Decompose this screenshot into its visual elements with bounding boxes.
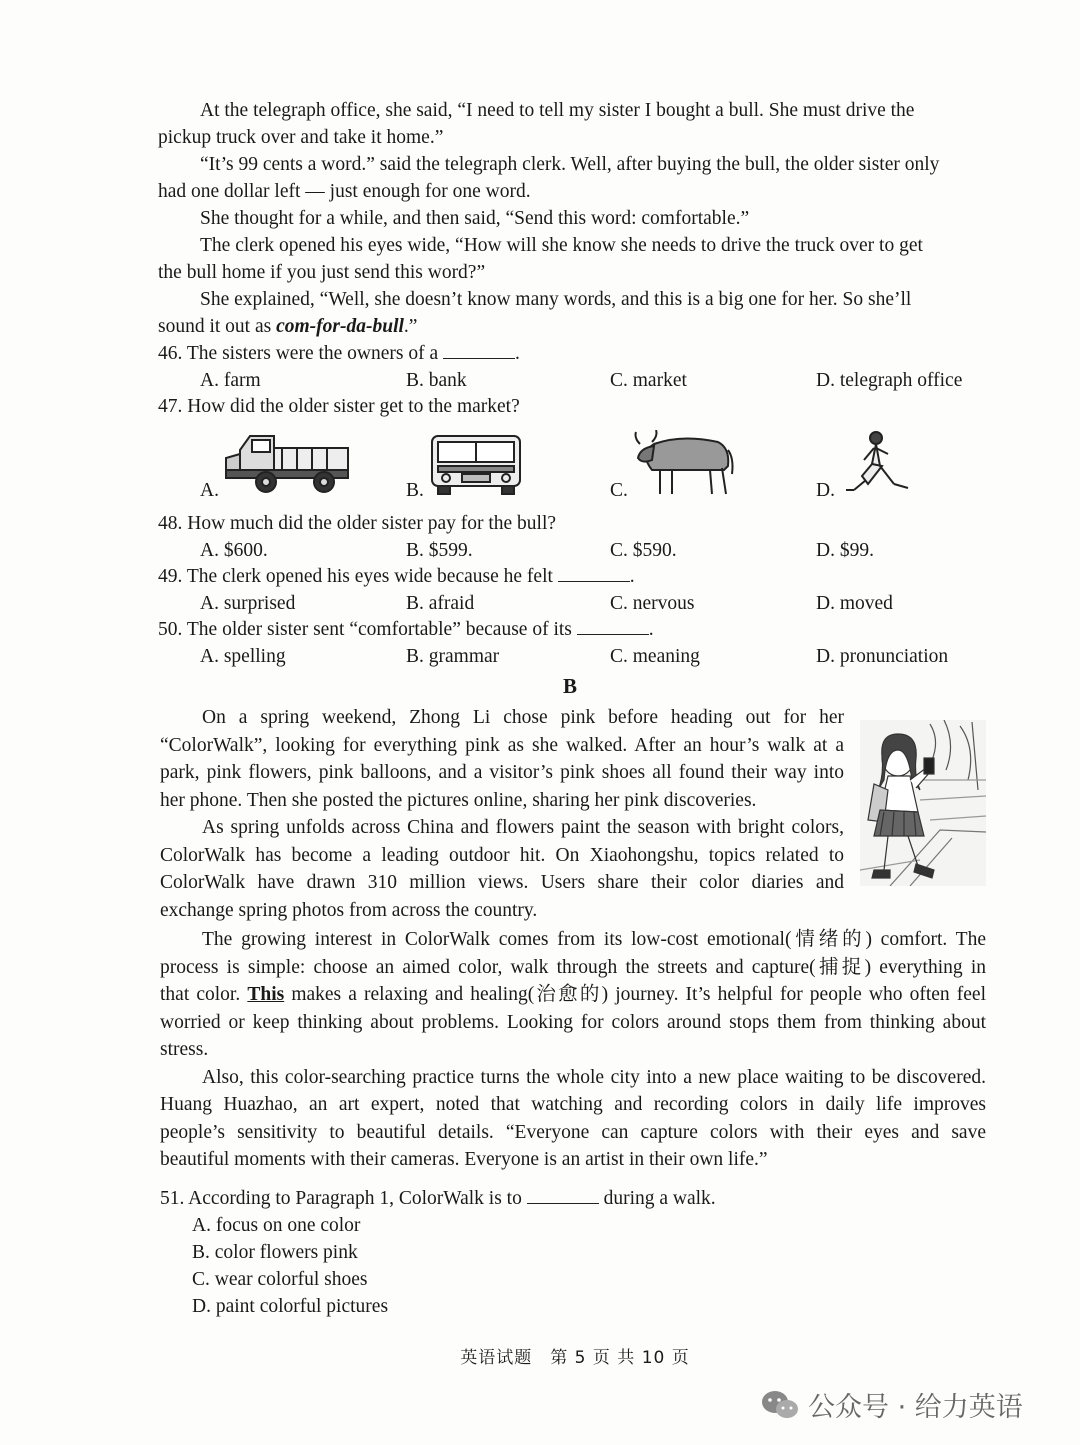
question-text: .: [515, 343, 520, 364]
option-50-d[interactable]: D. pronunciation: [816, 646, 949, 667]
option-49-c[interactable]: C. nervous: [610, 593, 695, 614]
question-text: 50. The older sister sent “comfortable” because of its: [158, 619, 577, 640]
question-text: 51. According to Paragraph 1, ColorWalk is to: [160, 1188, 527, 1209]
option-47-b[interactable]: B.: [406, 480, 424, 501]
bull-icon: [632, 430, 736, 498]
option-49-a[interactable]: A. surprised: [200, 593, 296, 614]
option-51-b[interactable]: B. color flowers pink: [192, 1242, 358, 1263]
watermark: [760, 1385, 1023, 1424]
passage-a-line: [158, 313, 417, 340]
walking-person-icon: [842, 430, 916, 498]
option-48-b[interactable]: B. $599.: [406, 540, 473, 561]
passage-a-line: [158, 151, 939, 178]
question-49-stem: [158, 563, 635, 590]
question-text: .: [648, 619, 654, 640]
passage-text: Also, this color-searching practice turns the whole city into a new place waiting to be discovered.: [202, 1066, 986, 1088]
option-46-c[interactable]: C. market: [610, 370, 687, 391]
passage-text: At the telegraph office, she said, “I need to tell my sister I bought a bull. She must drive the: [200, 100, 915, 121]
passage-text: “It’s 99 cents a word.” said the telegraph clerk. Well, after buying the bull, the older sister only: [200, 154, 940, 175]
question-48-stem: 48. How much did the older sister pay for the bull?: [158, 513, 557, 534]
option-46-d[interactable]: D. telegraph office: [816, 370, 963, 391]
passage-text: the bull home if you just send this word?”: [158, 262, 486, 283]
option-51-a[interactable]: A. focus on one color: [192, 1215, 361, 1236]
wechat-icon: [760, 1388, 800, 1422]
passage-text: [160, 981, 986, 1009]
passage-a-line: [158, 178, 531, 205]
watermark-text: 公众号 · 给力英语: [808, 1392, 1023, 1423]
passage-text: her phone. Then she posted the pictures online, sharing her pink discoveries.: [160, 789, 757, 811]
answer-blank[interactable]: [527, 1185, 599, 1204]
option-48-a[interactable]: A. $600.: [200, 540, 268, 561]
question-text: 46. The sisters were the owners of a: [158, 343, 444, 364]
option-48-c[interactable]: C. $590.: [610, 540, 677, 561]
emphasized-word: com-for-da-bull: [276, 316, 404, 337]
option-46-a[interactable]: A. farm: [200, 370, 261, 391]
passage-text: “ColorWalk”, looking for everything pink as she walked. After an hour’s walk at a: [160, 734, 844, 756]
passage-text: Huang Huazhao, an art expert, noted that watching and recording colors in daily life improves: [160, 1094, 986, 1115]
option-46-b[interactable]: B. bank: [406, 370, 467, 391]
passage-text: pickup truck over and take it home.”: [158, 127, 444, 148]
question-text: 49. The clerk opened his eyes wide because he felt: [158, 566, 558, 587]
passage-text: ColorWalk have drawn 310 million views. Users share their color diaries and: [160, 872, 844, 893]
option-49-b[interactable]: B. afraid: [406, 593, 475, 614]
passage-text: The growing interest in ColorWalk comes from its low-cost emotional(情绪的) comfort. The: [202, 929, 986, 950]
option-51-d[interactable]: D. paint colorful pictures: [192, 1296, 389, 1317]
passage-a-line: [158, 259, 485, 286]
passage-text: As spring unfolds across China and flowers paint the season with bright colors,: [202, 817, 844, 838]
passage-text: She explained, “Well, she doesn’t know many words, and this is a big one for her. So she’ll: [200, 289, 912, 310]
truck-icon: [222, 428, 352, 494]
question-text: during a walk.: [598, 1188, 716, 1209]
passage-text: people’s sensitivity to beautiful details. “Everyone can capture colors with their eyes and save: [160, 1121, 986, 1143]
passage-b-paragraph-1: [160, 704, 844, 924]
option-49-d[interactable]: D. moved: [816, 593, 893, 614]
passage-text: sound it out as: [158, 316, 277, 337]
option-50-b[interactable]: B. grammar: [406, 646, 500, 667]
option-48-d[interactable]: D. $99.: [816, 540, 874, 561]
passage-a-line: [158, 97, 980, 124]
passage-text: worried or keep thinking about problems. Looking for colors around stops them from thinking about: [160, 1011, 986, 1033]
passage-text: The clerk opened his eyes wide, “How will she know she needs to drive the truck over to get: [200, 235, 923, 256]
section-b-title: B: [562, 674, 577, 698]
option-51-c[interactable]: C. wear colorful shoes: [192, 1269, 368, 1290]
answer-blank[interactable]: [443, 340, 515, 359]
answer-blank[interactable]: [558, 563, 630, 582]
page-footer: 英语试题 第 5 页 共 10 页: [460, 1348, 690, 1368]
question-51-stem: [160, 1185, 716, 1212]
passage-text: that color.: [160, 984, 248, 1005]
passage-text: stress.: [160, 1039, 209, 1060]
girl-with-phone-illustration: [860, 720, 986, 886]
option-50-a[interactable]: A. spelling: [200, 646, 286, 667]
passage-a-line: [158, 232, 923, 259]
passage-text: beautiful moments with their cameras. Everyone is an artist in their own life.”: [160, 1149, 768, 1170]
passage-text: .”: [403, 316, 418, 337]
question-text: .: [629, 566, 635, 587]
passage-text: had one dollar left — just enough for one word.: [158, 181, 531, 202]
question-50-stem: [158, 616, 654, 643]
passage-a-line: [158, 205, 749, 232]
question-47-stem: 47. How did the older sister get to the market?: [158, 396, 520, 417]
passage-text: She thought for a while, and then said, “Send this word: comfortable.”: [200, 208, 750, 229]
answer-blank[interactable]: [577, 616, 649, 635]
passage-text: On a spring weekend, Zhong Li chose pink before heading out for her: [202, 707, 844, 728]
passage-b-paragraph-3: [160, 926, 986, 1174]
passage-a-line: [158, 286, 911, 313]
option-47-c[interactable]: C.: [610, 480, 628, 501]
passage-text: park, pink flowers, pink balloons, and a visitor’s pink shoes all found their way into: [160, 762, 844, 783]
passage-a-line: [158, 124, 443, 151]
passage-text: process is simple: choose an aimed color, walk through the streets and capture(捕捉) everything in: [160, 956, 986, 978]
option-47-a[interactable]: A.: [200, 480, 219, 501]
bus-icon: [428, 432, 524, 496]
passage-text: makes a relaxing and healing(治愈的) journey. It’s helpful for people who often feel: [284, 984, 986, 1005]
passage-text: ColorWalk has become a leading outdoor hit. On Xiaohongshu, topics related to: [160, 844, 844, 866]
option-50-c[interactable]: C. meaning: [610, 646, 700, 667]
passage-text: exchange spring photos from across the country.: [160, 899, 538, 921]
question-46-stem: [158, 340, 520, 367]
underlined-word: This: [247, 984, 285, 1005]
option-47-d[interactable]: D.: [816, 480, 835, 501]
